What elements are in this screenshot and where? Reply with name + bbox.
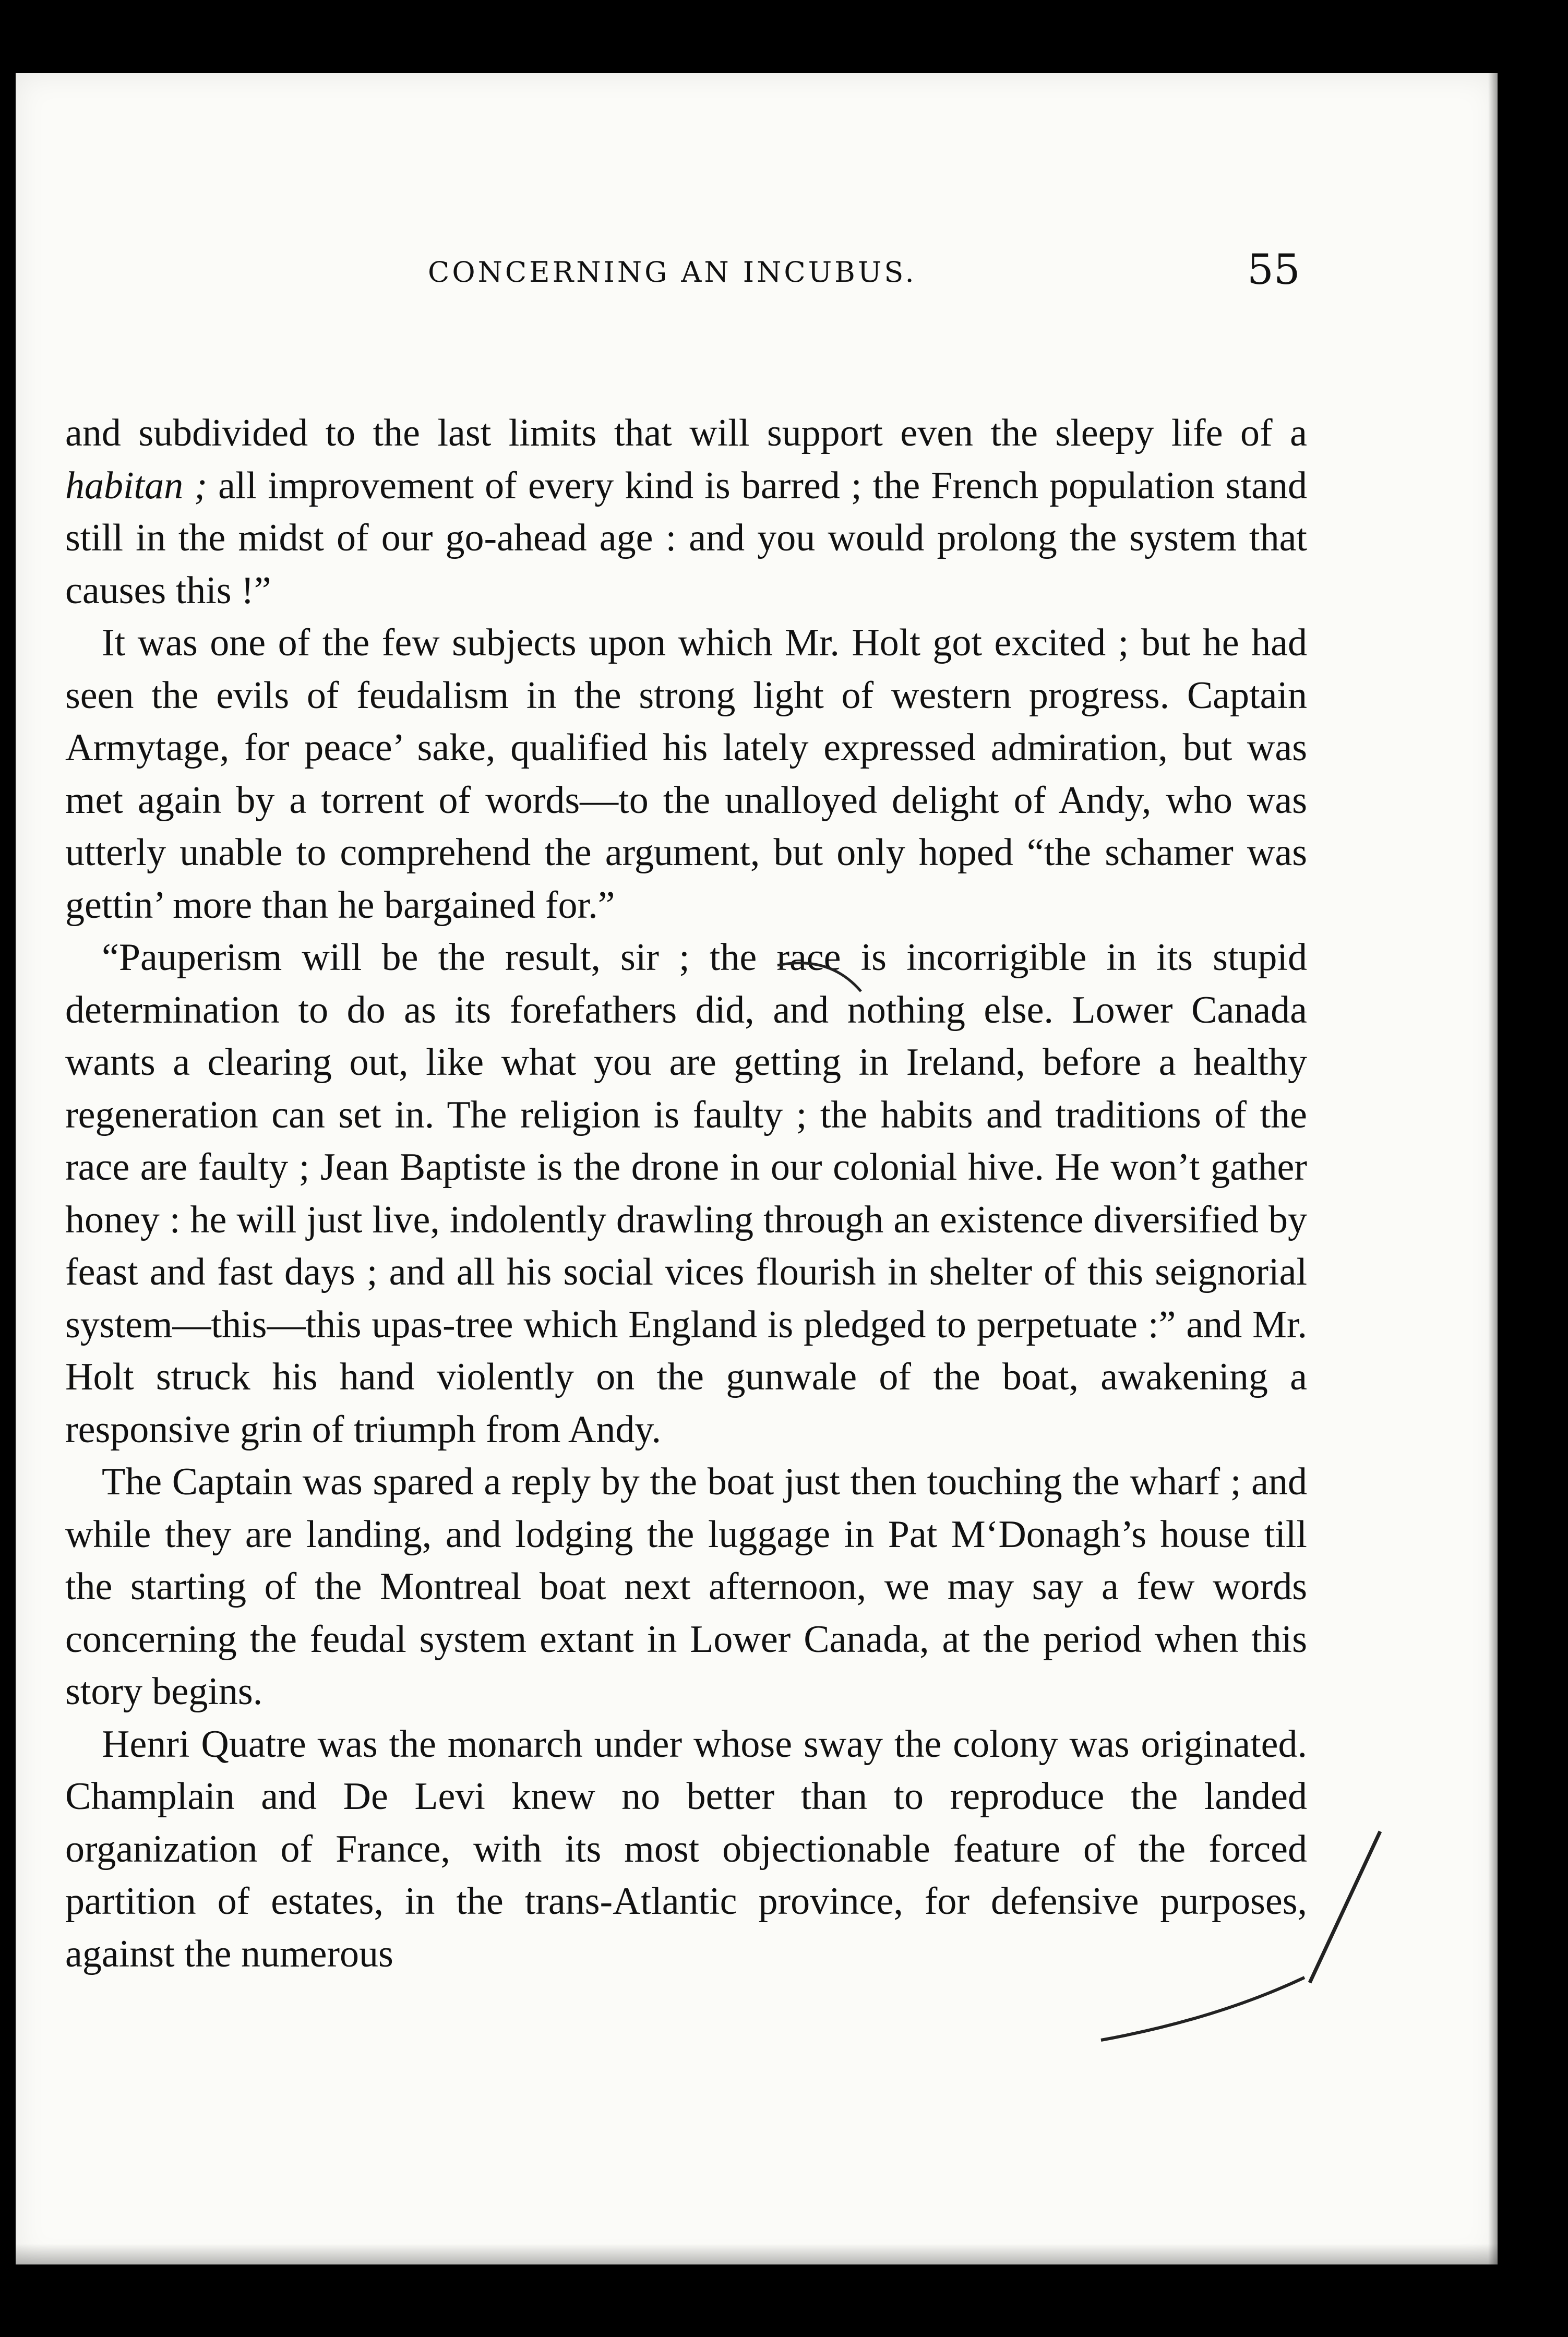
paragraph-1-text-b: all improvement of every kind is barred ; the French population stand still in the midst of our go-ahead age : and you would prolong the system that causes this !” [65, 464, 1307, 612]
scan-shadow-right [1488, 73, 1498, 2264]
body-text [65, 407, 1307, 1980]
running-head [16, 240, 1498, 303]
paragraph-1 [65, 407, 1307, 617]
paragraph-4: The Captain was spared a reply by the boat just then touching the wharf ; and while they are landing, and lodging the luggage in Pat M‘Donagh’s house till the starting of the Montreal boat next afternoon, we may say a few words concerning the feudal system extant in Lower Canada, at the period when this story begins. [65, 1460, 1307, 1713]
scan-shadow-bottom [16, 2244, 1498, 2264]
paragraph-1-italic: habitan ; [65, 464, 207, 507]
paragraph-3: “Pauperism will be the result, sir ; the race is incorrigible in its stupid determination to do as its forefathers did, and nothing else. Lower Canada wants a clearing out, like what you are getting in Ireland, before a healthy regeneration can set in. The religion is faulty ; the habits and traditions of the race are faulty ; Jean Baptiste is the drone in our colonial hive. He won’t gather honey : he will just live, indolently drawling through an existence diversified by feast and fast days ; and all his social vices flourish in shelter of this seignorial system—this—this upas-tree which England is pledged to perpetuate :” and Mr. Holt struck his hand violently on the gunwale of the boat, awakening a responsive grin of triumph from Andy. [65, 936, 1307, 1451]
paragraph-5: Henri Quatre was the monarch under whose sway the colony was originated. Champlain and De Levi knew no better than to reproduce the landed organization of France, with its most objectionable feature of the forced partition of estates, in the trans-Atlantic province, for defensive purposes, against the numerous [65, 1722, 1307, 1975]
pencil-mark-margin-stroke [1310, 1831, 1380, 1983]
book-page [16, 73, 1498, 2264]
page-number: 55 [1247, 245, 1300, 294]
paragraph-1-text-a: and subdivided to the last limits that will support even the sleepy life of a [65, 412, 1307, 454]
paragraph-2: It was one of the few subjects upon which Mr. Holt got excited ; but he had seen the evils of feudalism in the strong light of western progress. Captain Armytage, for peace’ sake, qualified his lately expressed admiration, but was met again by a torrent of words—to the unalloyed delight of Andy, who was utterly unable to comprehend the argument, but only hoped “the schamer was gettin’ more than he bargained for.” [65, 621, 1307, 927]
pencil-mark-underline-stroke [1101, 1978, 1304, 2040]
running-title: CONCERNING AN INCUBUS. [428, 256, 917, 289]
